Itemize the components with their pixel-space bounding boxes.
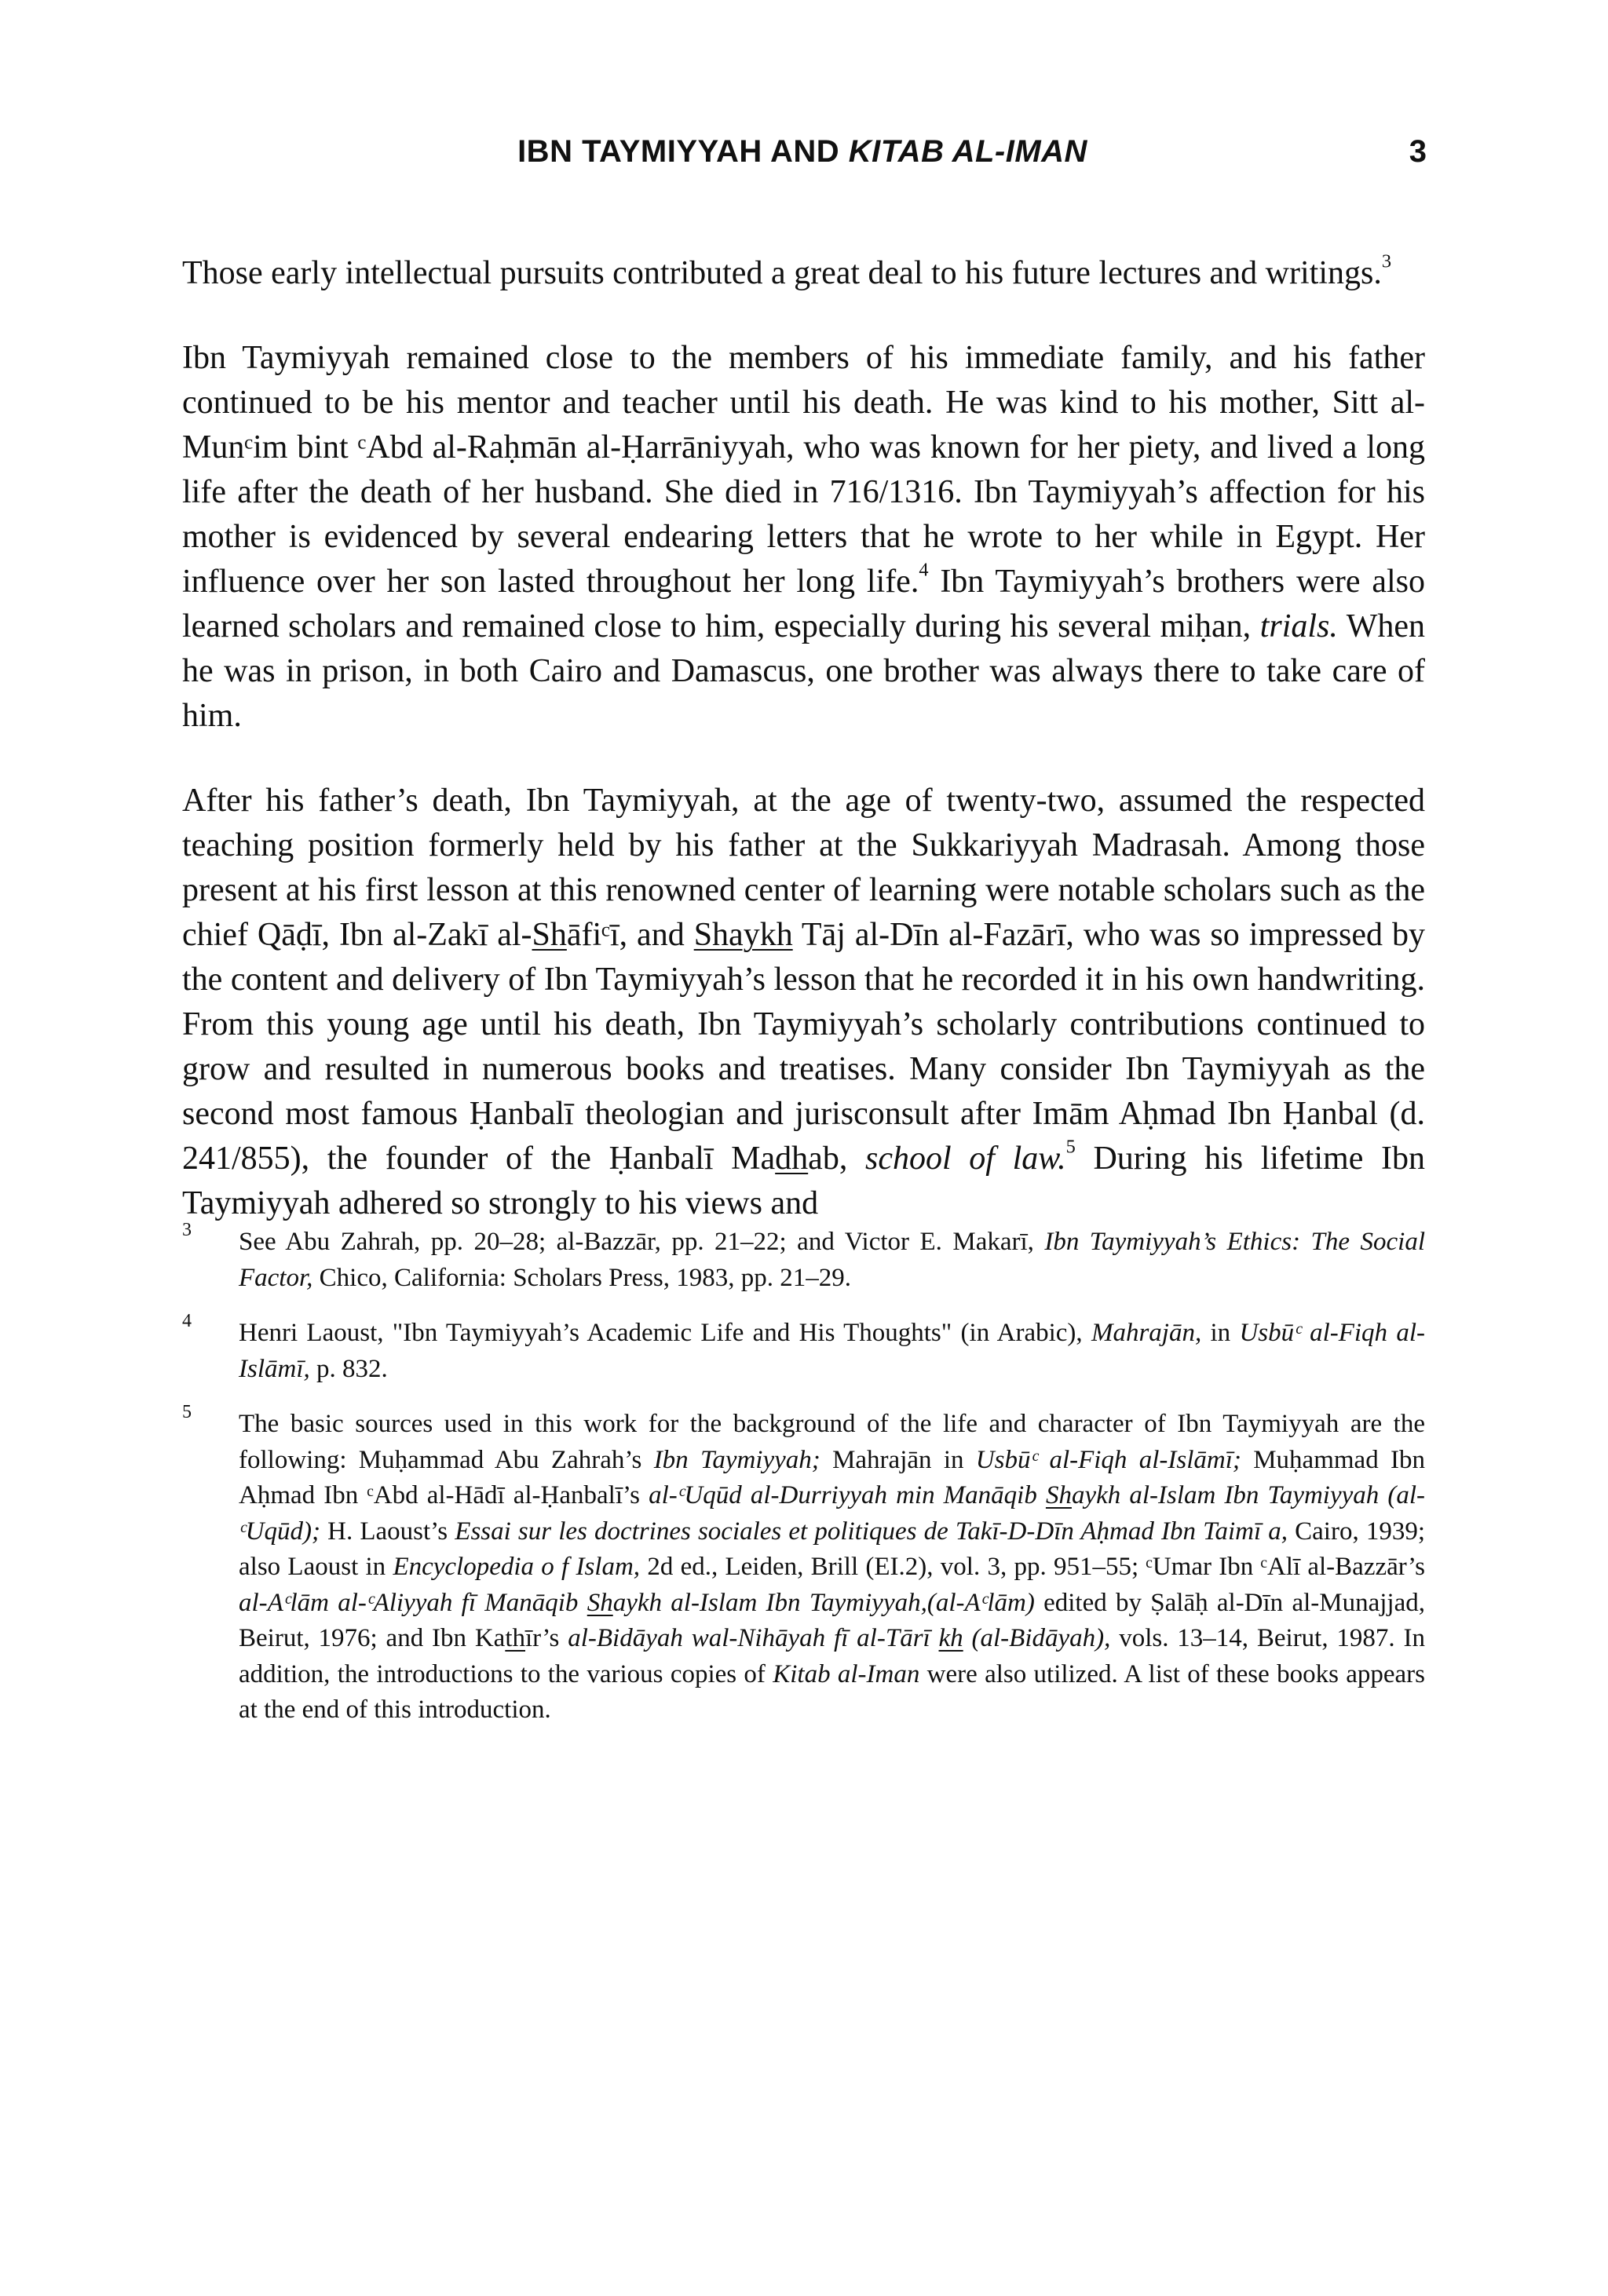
- body-text: [182, 251, 1425, 1226]
- footnote-title: Essai sur les doctrines sociales et politiques de Takī-D-Dīn Aḥmad Ibn Taimī a,: [455, 1517, 1288, 1546]
- paragraph-2: [182, 336, 1425, 739]
- footnote-text: in: [1201, 1319, 1240, 1347]
- paragraph-text: After his father’s death, Ibn Taymiyyah, at the age of twenty-two, assumed the respected teaching position formerly held by his father at the Sukkariyyah Madrasah. Among those present at his first lesson at this renowned center of learning were notable scholars such as the chief Qāḍī, Ibn al-Zakī al-: [182, 783, 1425, 953]
- footnote-title: al-ᶜUqūd al-Durriyyah min Manāqib: [649, 1481, 1046, 1509]
- underlined-digraph: Sh: [532, 917, 567, 953]
- footnote-text: were also utilized. A list of these books appears at the end of this introduction.: [239, 1659, 1426, 1724]
- footnote-title: Usbūᶜ al-Fiqh al-Islāmī,: [239, 1319, 1426, 1383]
- footnote-text: H. Laoust’s: [320, 1517, 455, 1546]
- footnote-title: Ibn Taymiyyah’s Ethics: The Social Factor,: [239, 1228, 1425, 1292]
- footnote-text: 2d ed., Leiden, Brill (EI.2), vol. 3, pp. 951–55; ᶜUmar Ibn ᶜAlī al-Bazzār’s: [640, 1553, 1425, 1581]
- footnote-text: Henri Laoust, "Ibn Taymiyyah’s Academic Life and His Thoughts" (in Arabic),: [239, 1319, 1091, 1347]
- running-title-plain: IBN TAYMIYYAH AND: [517, 134, 849, 169]
- underlined-digraph: kh: [938, 1624, 963, 1652]
- footnote-title: al-Aᶜlām al-ᶜAliyyah fī Manāqib: [239, 1588, 587, 1617]
- paragraph-text: Those early intellectual pursuits contributed a great deal to his future lectures and writings.: [182, 255, 1382, 291]
- underlined-digraph: Sh: [1045, 1481, 1072, 1509]
- footnote-text: The basic sources used in this work for the background of the life and character of Ibn Taymiyyah are the following: Muḥammad Abu Zahrah’s: [239, 1410, 1425, 1474]
- running-title-italic: KITAB AL-IMAN: [848, 134, 1087, 169]
- running-head: [178, 128, 1427, 175]
- underlined-digraph: th: [505, 1624, 525, 1652]
- paragraph-text: During his lifetime Ibn Taymiyyah adhered so strongly to his views and: [182, 1141, 1425, 1221]
- paragraph-1: [182, 251, 1425, 296]
- footnote-title: Ibn Taymiyyah;: [653, 1445, 820, 1474]
- running-title: [178, 128, 1427, 175]
- footnote-5: [182, 1402, 1426, 1728]
- footnote-ref-5: 5: [1065, 1136, 1076, 1158]
- footnote-text: īr’s: [525, 1624, 568, 1652]
- paragraph-text: When he was in prison, in both Cairo and Damascus, one brother was always there to take care of him.: [182, 608, 1425, 734]
- footnotes: [182, 1220, 1426, 1748]
- underlined-term: Shaykh: [693, 917, 793, 953]
- footnote-mark: 3: [182, 1220, 192, 1240]
- footnote-title: aykh al-Islam Ibn Taymiyyah (al-ᶜUqūd);: [239, 1481, 1425, 1546]
- footnote-title: al-Bidāyah wal-Nihāyah fī al-Tārī: [568, 1624, 939, 1652]
- underlined-digraph: Sh: [587, 1588, 613, 1617]
- footnote-text: Cairo, 1939; also Laoust in: [239, 1517, 1425, 1581]
- paragraph-text: ab,: [808, 1141, 865, 1177]
- paragraph-text: āfiᶜī, and: [566, 917, 694, 953]
- paragraph-text: Ibn Taymiyyah’s brothers were also learned scholars and remained close to him, especially during his several miḥan,: [182, 564, 1425, 644]
- footnote-title: (al-Bidāyah),: [963, 1624, 1111, 1652]
- footnote-text: Mahrajān in: [820, 1445, 976, 1474]
- footnote-ref-3: 3: [1381, 250, 1392, 272]
- footnote-title: Kitab al-Iman: [773, 1659, 920, 1688]
- italic-term: trials.: [1259, 608, 1338, 644]
- paragraph-3: [182, 779, 1425, 1226]
- footnote-text: vols. 13–14, Beirut, 1987. In addition, the introductions to the various copies of: [239, 1624, 1425, 1688]
- paragraph-text: Ibn Taymiyyah remained close to the members of his immediate family, and his father continued to be his mentor and teacher until his death. He was kind to his mother, Sitt al-Munᶜim bint ᶜAbd al-Raḥmān al-Ḥarrāniyyah, who was known for her piety, and lived a long life after the death of her husband. She died in 716/1316. Ibn Taymiyyah’s affection for his mother is evidenced by several endearing letters that he wrote to her while in Egypt. Her influence over her son lasted throughout her long life.: [182, 340, 1425, 600]
- footnote-text: edited by Ṣalāḥ al-Dīn al-Munajjad, Beirut, 1976; and Ibn Ka: [239, 1588, 1425, 1652]
- underlined-digraph: dh: [775, 1141, 809, 1177]
- italic-term: school of law.: [864, 1141, 1066, 1177]
- footnote-ref-4: 4: [919, 559, 929, 581]
- footnote-4: [182, 1311, 1426, 1387]
- footnote-title: Encyclopedia o f Islam,: [393, 1553, 641, 1581]
- footnote-title: Usbūᶜ al-Fiqh al-Islāmī;: [975, 1445, 1241, 1474]
- footnote-mark: 4: [182, 1311, 192, 1331]
- paragraph-text: Tāj al-Dīn al-Fazārī, who was so impressed by the content and delivery of Ibn Taymiyyah’s lesson that he recorded it in his own handwriting. From this young age until his death, Ibn Taymiyyah’s scholarly contributions continued to grow and resulted in numerous books and treatises. Many consider Ibn Taymiyyah as the second most famous Ḥanbalī theologian and jurisconsult after Imām Aḥmad Ibn Ḥanbal (d. 241/855), the founder of the Ḥanbalī Ma: [182, 917, 1425, 1177]
- footnote-title: aykh al-Islam Ibn Taymiyyah,(al-Aᶜlām): [612, 1588, 1035, 1617]
- footnote-text: See Abu Zahrah, pp. 20–28; al-Bazzār, pp. 21–22; and Victor E. Makarī,: [239, 1228, 1045, 1256]
- footnote-text: p. 832.: [309, 1354, 388, 1383]
- footnote-title: Mahrajān,: [1091, 1319, 1202, 1347]
- footnote-text: Chico, California: Scholars Press, 1983, pp. 21–29.: [312, 1263, 852, 1292]
- footnote-text: Muḥammad Ibn Aḥmad Ibn ᶜAbd al-Hādī al-Ḥanbalī’s: [239, 1445, 1425, 1509]
- footnote-3: [182, 1220, 1425, 1296]
- footnote-mark: 5: [182, 1402, 192, 1422]
- page-number: 3: [1409, 134, 1427, 169]
